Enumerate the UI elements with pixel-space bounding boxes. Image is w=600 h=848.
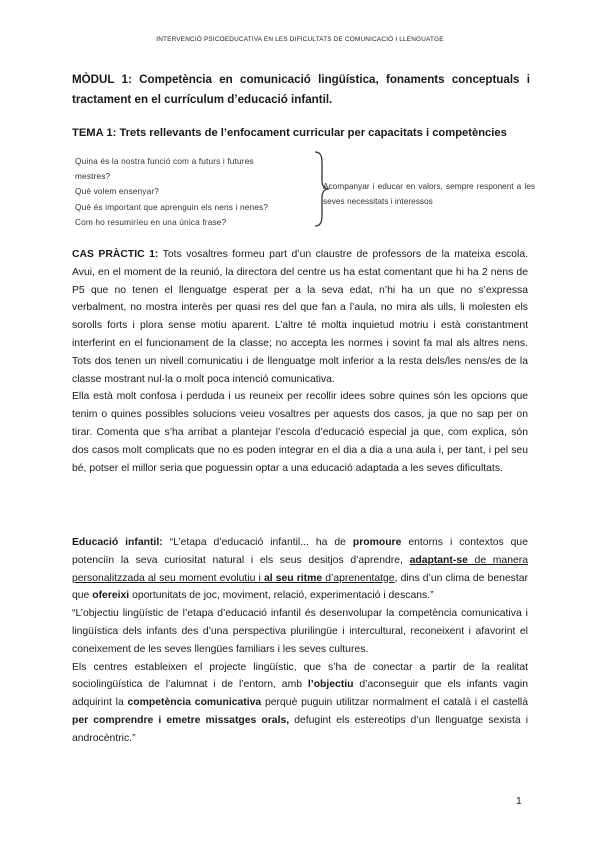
page-number: 1 [516, 796, 522, 807]
tema-title: TEMA 1: Trets rellevants de l’enfocament curricular per capacitats i competències [72, 127, 507, 139]
diagram-answer: Acompanyar i educar en valors, sempre responent a les seves necessitats i interessos [323, 181, 535, 206]
running-header: INTERVENCIÓ PSICOEDUCATIVA EN LES DIFICULTATS DE COMUNICACIÓ I LLENGUATGE [156, 36, 444, 43]
question-line: mestres? [75, 171, 111, 182]
educacio-infantil-section [72, 534, 528, 748]
question-line: Com ho resumiríeu en una única frase? [75, 216, 227, 227]
quote-1: Educació infantil: “L’etapa d’educació infantil... ha de promoure entorns i contextos que potenciïn la seva curiositat natural i els seus desitjos d’aprendre, adaptant-se de manera personalitzzada al seu moment evolutiu i al seu ritme d’aprenentatge, dins d’un clima de benestar que ofereixi oportunitats de joc, moviment, relació, experimentació i descans.” [72, 537, 529, 602]
case-paragraph-1 [72, 246, 528, 388]
question-line: Quina és la nostra funció com a futurs i futures [75, 156, 254, 166]
diagram-questions [75, 154, 315, 230]
module-title: MÒDUL 1: Competència en comunicació lingüística, fonaments conceptuals i tractament en el currículum d’educació infantil. [72, 73, 530, 106]
quote-3: Els centres estableixen el projecte lingüístic, que s’ha de conectar a partir de la realitat sociolingüística de l’alumnat i de l’entorn, amb l’objectiu d’aconseguir que els infants vagin adquirint la competència comunicativa perquè puguin utilitzar normalment el català i el castellà per comprendre i emetre missatges orals, defugint els estereotips d’un llenguatge sexista i androcèntric.” [72, 661, 528, 744]
section-label: Educació infantil: [72, 537, 163, 548]
case-paragraph-2: Ella està molt confosa i perduda i us reuneix per recollir idees sobre quines són les opcions que tenim o quines possibles solucions veieu vosaltres per aquests dos casos, ja que no sap per on tirar. Comenta que s’ha arribat a plantejar l’escola d’educació especial ja que, com explica, són dos casos molt complicats que no es poden integrar en el dia a dia a una aula i, per tant, i pel seu bé, potser el millor seria que poguessin optar a una educació adaptada a les seves dificultats. [72, 391, 528, 474]
question-line: Què és important que aprenguin els nens i nenes? [75, 201, 269, 212]
case-text-1: Tots vosaltres formeu part d’un claustre de professors de la mateixa escola. Avui, en el moment de la reunió, la directora del centre us ha estat comentant que hi ha 2 nens de P5 que no tenen el llenguatge esperat per a la seva edat, n’hi ha un que no s’expressa verbalment, no mostra interès per quasi res del que fan a l’aula, no mira als ulls, li molesten els sorolls forts i plora sense motiu aparent. L’altre té molta inquietud motriu i està constantment interferint en el funcionament de la classe; no accepta les normes i sovint fa mal als altres nens. Tots dos tenen un nivell comunicatiu i de llenguatge molt inferior a la resta dels/les nens/es de la classe mostrant nul·la o molt poca intenció comunicativa. [72, 249, 528, 385]
quote-2: “L’objectiu lingüístic de l’etapa d’educació infantil és desenvolupar la competència comunicativa i lingüística dels infants des d’una perspectiva plurilingüe i intercultural, reconeixent i afavorint el coneixement de les seves llengües familiars i les seves cultures. [72, 608, 528, 655]
case-study [72, 246, 528, 477]
question-line: Què volem ensenyar? [75, 186, 160, 197]
case-label: CAS PRÀCTIC 1: [72, 249, 159, 260]
